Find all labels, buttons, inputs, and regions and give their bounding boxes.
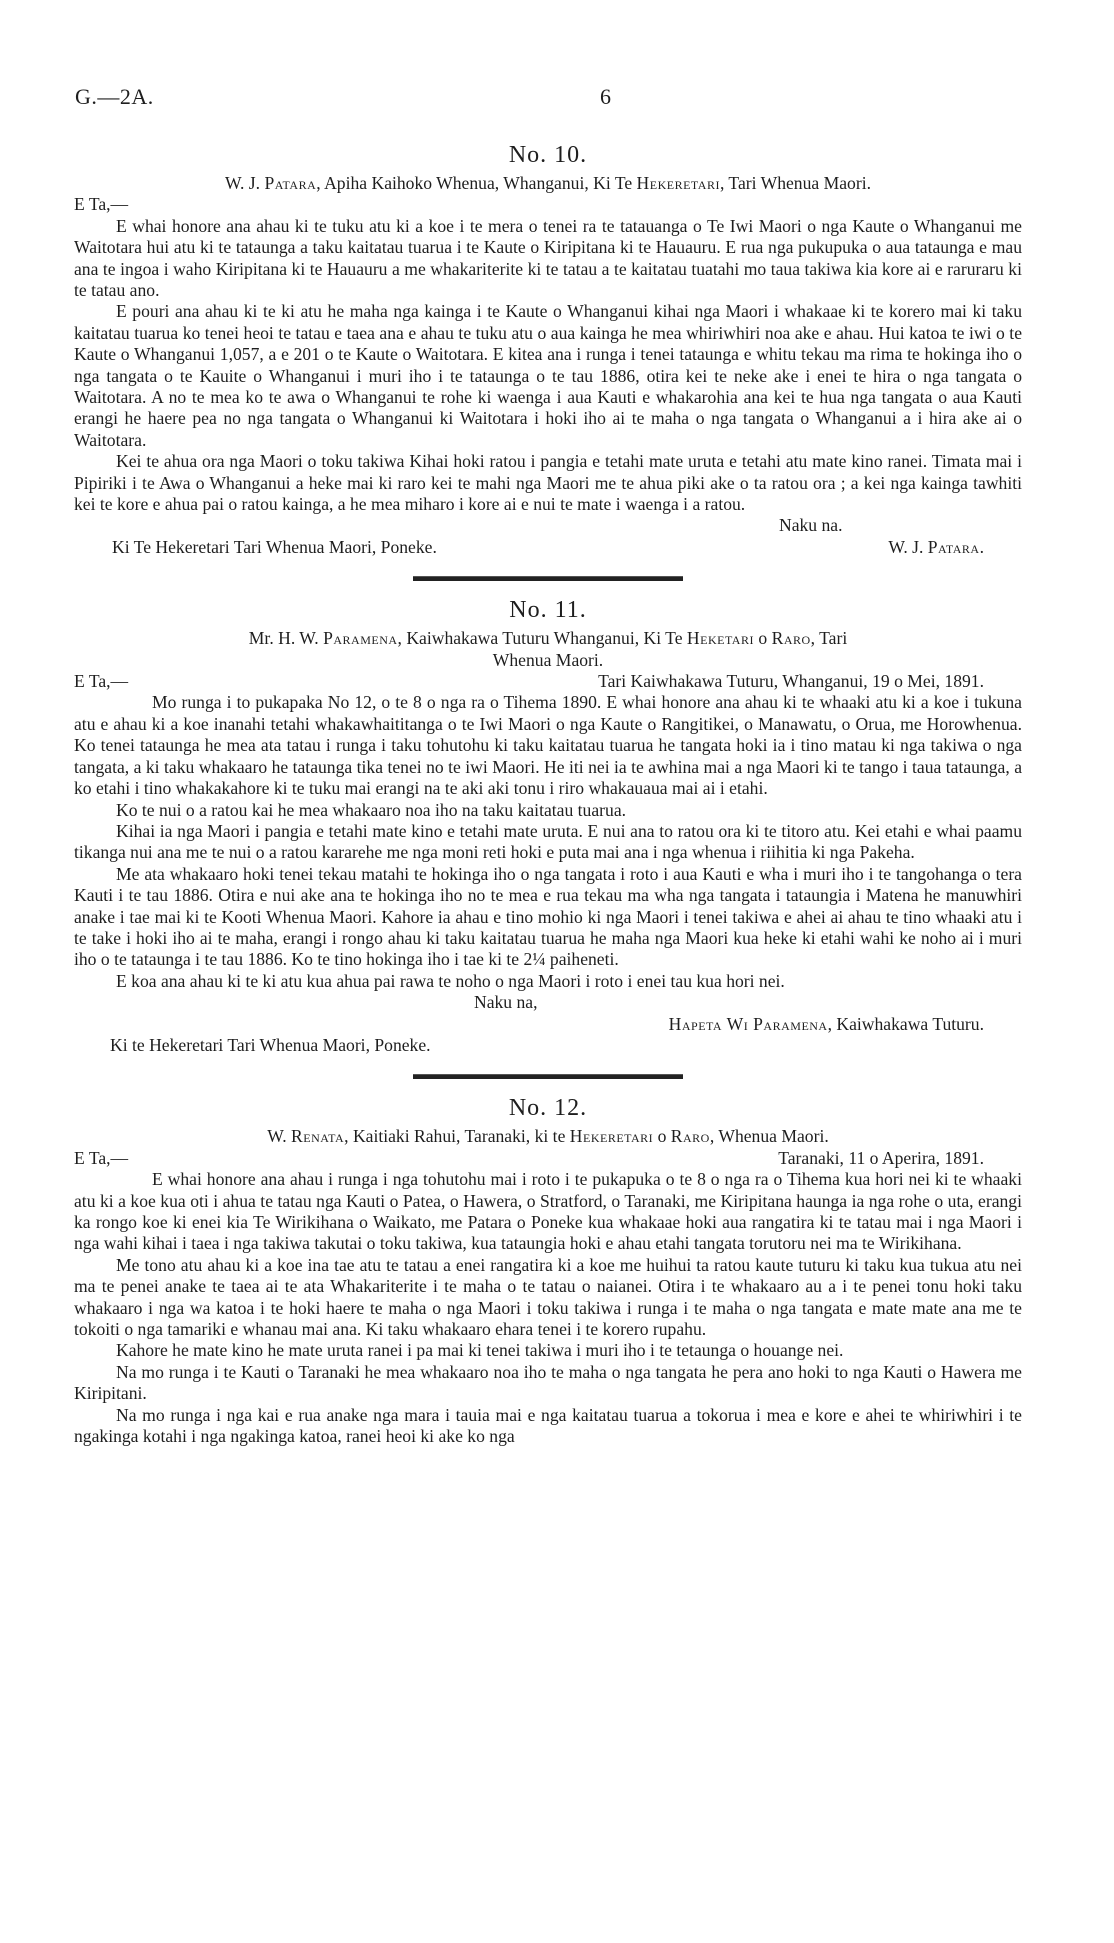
- place-date: Taranaki, 11 o Aperira, 1891.: [778, 1147, 984, 1168]
- address-text: W.: [267, 1126, 292, 1147]
- closing: Naku na.: [779, 515, 843, 536]
- address-title: Hekeretari: [636, 173, 720, 193]
- salutation: E Ta,—: [74, 194, 129, 215]
- address-text: o: [653, 1126, 671, 1147]
- addressee: Ki te Hekeretari Tari Whenua Maori, Poneke.: [110, 1034, 431, 1055]
- signature-row: [74, 1014, 1022, 1035]
- report-reference: G.—2A.: [75, 84, 154, 109]
- addressee: Ki Te Hekeretari Tari Whenua Maori, Poneke.: [112, 536, 437, 557]
- letter-address: [74, 1126, 1022, 1147]
- closing-row: [74, 992, 1022, 1013]
- address-title: Hekeretari: [569, 1126, 654, 1147]
- signature-initials: W. J.: [888, 536, 928, 557]
- salutation-row: [74, 671, 1022, 692]
- page-content: [74, 140, 1022, 1447]
- signature: [669, 1014, 984, 1035]
- signature-surname: Patara: [927, 536, 980, 557]
- letter-no-10: [74, 140, 1022, 558]
- signature-stop: .: [979, 536, 984, 557]
- paragraph: Na mo runga i nga kai e rua anake nga mara i tauia mai e nga kaitatau tuarua a tokorua i mea e kore e ahei te whiriwhiri i te ngakinga kotahi i nga ngakinga katoa, ranei heoi ki ake ko nga: [74, 1404, 1022, 1446]
- signature-name: Hapeta Wi Paramena: [668, 1013, 828, 1034]
- paragraph: E pouri ana ahau ki te ki atu he maha nga kainga i te Kaute o Whanganui kihai nga Maori i whakaae ki te korero mai ki taku kaitatau tuarua ko tenei heoi te tatau e taea ana e ahau te tuku atu o aua kainga he mea whiriwhiri noa ake e ahau. Hui katoa te iwi o te Kaute o Whanganui 1,057, a e 201 o te Kaute o Waitotara. E kitea ana i runga i tenei tataunga e whitu tekau ma rima te hokinga iho o nga tangata o te Kauite o Whanganui i muri iho i te tataunga o te tau 1886, otira kei te neke ake i enei te hira o nga tangata o Waitotara. A no te mea ko te awa o Whanganui te rohe ki waenga i aua Kauti e whakarohia ana kei te hua nga tangata o aua Kauti erangi he haere pea no nga tangata o Whanganui ki Waitotara i hoki iho ai te maha o nga tangata o Whanganui a i hira ake ai o Waitotara.: [74, 301, 1022, 450]
- paragraph: Me ata whakaaro hoki tenei tekau matahi te hokinga iho o nga tangata i roto i aua Kauti e wha i muri iho i te tangohanga o tera Kauti i te tau 1886. Otira e nui ake ana te hokinga iho no te mea e rua tekau ma wha nga tangata i tataungia i Matena he manuwhiri anake i tae mai ki te Kooti Whenua Maori. Kahore ia ahau e tino mohio ki nga Maori i tenei takiwa e ahei ai ahau te tino whaaki atu i te take i hoki iho ai te maha, erangi i rongo ahau ki taku kaitatau tuarua he maha nga Maori kua heke ki etahi wahi ke noho ai i muri iho o te tataunga i te tau 1886. Ko te tino hokinga iho i tae ki te 2¼ paiheneti.: [74, 863, 1022, 970]
- address-text: , Apiha Kaihoko Whenua, Whanganui, Ki Te: [316, 173, 637, 193]
- salutation-row: [74, 194, 1022, 215]
- paragraph: Kahore he mate kino he mate uruta ranei i pa mai ki tenei takiwa i muri iho i te tetaunga o houange nei.: [116, 1340, 844, 1361]
- paragraph: E whai honore ana ahau ki te tuku atu ki a koe i te mera o tenei ra te tatauanga o Te Iwi Maori o nga Kaute o Whanganui me Waitotara hui atu ki te tataunga a taku kaitatau tuarua i te Kaute o Kiripitana ki te Hauauru. E rua nga pukupuka o aua tataunga e mau ana te ingoa i waho Kiripitana ki te Hauauru a me whakariterite ki te tatau a te kaitatau tuatahi mo taua takiwa kia kore ai e raruraru ki te tatau ano.: [74, 215, 1022, 301]
- paragraph: Kei te ahua ora nga Maori o toku takiwa Kihai hoki ratou i pangia e tetahi mate uruta e tetahi atu mate kino ranei. Timata mai i Pipiriki i te Awa o Whanganui a heke mai ki raro kei te mahi nga Maori me te ahua piki ake o ta ratou ora ; a kei nga kainga tawhiti kei te kore e ahua pai o ratou kainga, a he mea miharo i kore ai e nui te mate i waenga i a ratou.: [74, 451, 1022, 515]
- letter-number: No. 12.: [508, 1095, 588, 1122]
- address-name: Renata: [291, 1126, 345, 1147]
- address-name: Patara: [264, 173, 317, 193]
- address-text: , Whenua Maori.: [709, 1126, 829, 1147]
- letter-no-11: [74, 595, 1022, 1056]
- letter-number: No. 11.: [509, 597, 587, 624]
- letter-no-12: [74, 1093, 1022, 1447]
- signature-row: [74, 537, 1022, 558]
- paragraph: E koa ana ahau ki te ki atu kua ahua pai rawa te noho o nga Maori i roto i enei tau kua hori nei.: [116, 970, 785, 991]
- addressee-row: [74, 1035, 1022, 1056]
- paragraph: Na mo runga i te Kauti o Taranaki he mea whakaaro noa iho te maha o nga tangata he pera ano hoki to nga Kauti o Hawera me Kiripitani.: [74, 1361, 1022, 1404]
- page-number: 6: [600, 84, 611, 109]
- salutation: E Ta,—: [74, 1147, 129, 1168]
- letter-number: No. 10.: [508, 142, 588, 168]
- closing: Naku na,: [474, 992, 538, 1013]
- address-title: Raro: [670, 1126, 710, 1147]
- address-text: , Tari: [810, 628, 848, 649]
- running-header: [75, 84, 1025, 114]
- paragraph: Mo runga i to pukapaka No 12, o te 8 o nga ra o Tihema 1890. E whai honore ana ahau ki te whaaki atu ki a koe i tukuna atu e ahau ki a koe inanahi tetahi whakawhaititanga o te Iwi Maori o nga Kaute o Rangitikei, o Manawatu, o Orua, me Horowhenua. Ko tenei tataunga he mea ata tatau i runga i taku tohutohu ki taku kaitatau tuarua he tangata hoki ia i tino matau ki nga takiwa o nga tangata, a ki taku whakaaro he tataunga tika tenei no te iwi Maori. He iti nei ia te awhina mai a nga Maori ki te tango i taua tataunga, a ko etahi i tino whakakahore ki te tuku mai erangi na te aki aki tonu i riro whakauaua mai ai i etahi.: [74, 692, 1022, 799]
- address-name: Paramena: [323, 628, 398, 649]
- paragraph: Me tono atu ahau ki a koe ina tae atu te tatau a enei rangatira ki a koe me huihui ta ratou kaute tuturu ki taku kua tukua atu nei ma te penei anake te taea ai te ata Whakariterite i te maha o te tatau o naianei. Otira i te whakaaro au a i te penei tonu hoki taku whakaaro i nga wa katoa i te hoki haere te maha o nga Maori i toku takiwa i runga i te maha o nga tangata e mate mate ana me te tokoiti o nga tamariki e whanau mai ana. Ki taku whakaaro ehara tenei i te korero rupahu.: [74, 1254, 1022, 1339]
- address-text: W. J.: [225, 173, 265, 193]
- section-divider: [413, 1074, 683, 1079]
- address-text: Mr. H. W.: [248, 628, 324, 649]
- place-date: Tari Kaiwhakawa Tuturu, Whanganui, 19 o Mei, 1891.: [598, 671, 984, 692]
- salutation-row: [74, 1148, 1022, 1169]
- paragraph: Kihai ia nga Maori i pangia e tetahi mate kino e tetahi mate uruta. E nui ana to ratou ora ki te titoro atu. Kei etahi e whai paamu tikanga nui ana me te nui o a ratou kararehe me nga moni reti hoki e puta mai ana i nga whenua i riihitia ki nga Pakeha.: [74, 820, 1022, 863]
- section-divider: [413, 576, 683, 581]
- address-text: , Tari Whenua Maori.: [719, 173, 871, 193]
- address-text: , Kaiwhakawa Tuturu Whanganui, Ki Te: [397, 628, 687, 649]
- address-text: , Kaitiaki Rahui, Taranaki, ki te: [344, 1126, 570, 1147]
- paragraph: E whai honore ana ahau i runga i nga tohutohu mai i roto i te pukapuka o te 8 o nga ra o Tihema kua hori nei ki te whaaki atu ki a koe kua oti i ahua te tatau nga Kauti o Patea, o Hawera, o Stratford, o Taranaki, me Kiripitana haunga ia nga rohe o uta, erangi ka rongo koe ki enei kia Te Wirikihana o Waikato, me Patara o Poneke kua whakaae hoki aua rangatira ki te tatau mai i nga Maori i nga wahi kihai i taea i nga takiwa takutai o toku takiwa, kua tataungia hoki e ahau etahi tangata torutoru nei ma te Wirikihana.: [74, 1169, 1022, 1254]
- signature-title: , Kaiwhakawa Tuturu.: [827, 1013, 984, 1034]
- address-title: Raro: [771, 628, 811, 649]
- letter-address: [74, 173, 1022, 194]
- address-text: Whenua Maori.: [492, 649, 604, 670]
- closing-row: [74, 515, 1022, 536]
- paragraph: Ko te nui o a ratou kai he mea whakaaro noa iho na taku kaitatau tuarua.: [116, 799, 627, 820]
- address-text: o: [753, 628, 772, 649]
- letter-address: [74, 628, 1022, 671]
- address-title: Heketari: [686, 628, 754, 649]
- salutation: E Ta,—: [74, 671, 129, 692]
- signature: [888, 537, 984, 558]
